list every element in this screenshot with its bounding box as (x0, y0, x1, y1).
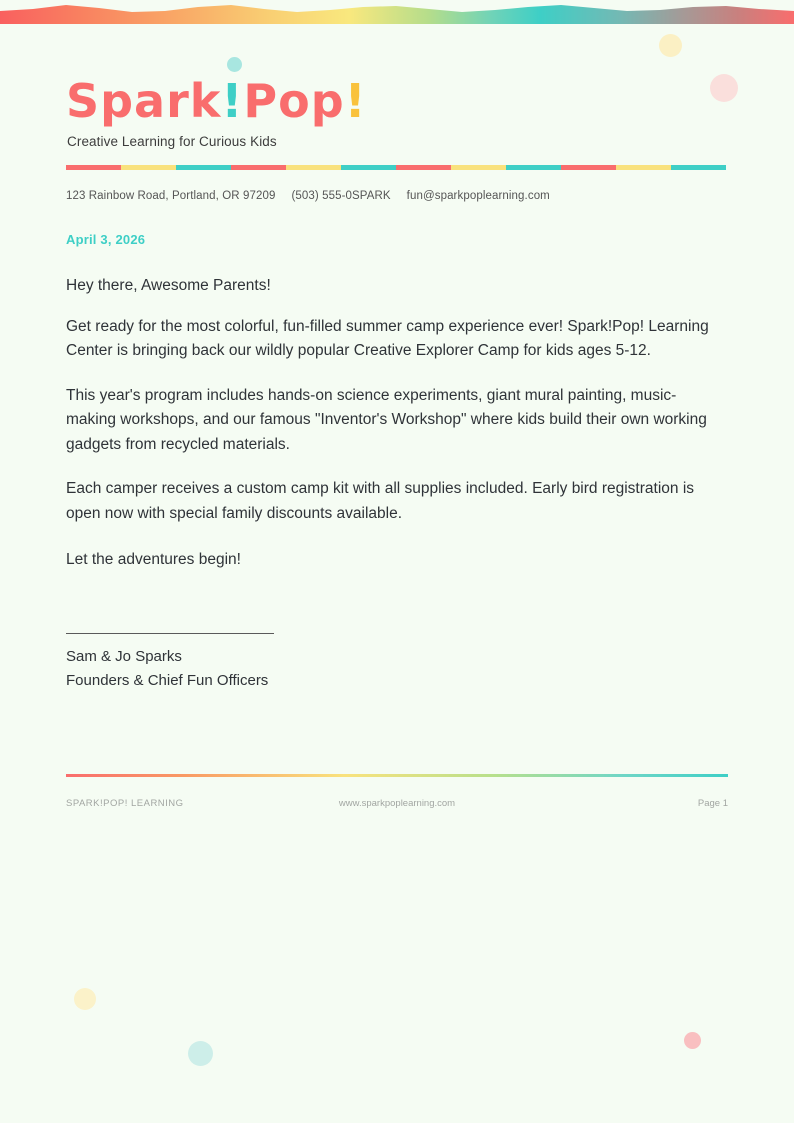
contact-address: 123 Rainbow Road, Portland, OR 97209 (66, 190, 276, 202)
segmented-rainbow-divider (66, 165, 726, 170)
divider-segment-yellow-2 (286, 165, 341, 170)
letter-paragraph-2: This year's program includes hands-on science experiments, giant mural painting, music-making workshops, and our famous "Inventor's Workshop" where kids build their own working gadgets from recycled materials. (66, 386, 707, 453)
footer-page-number: Page 1 (697, 798, 729, 809)
signer-title: Founders & Chief Fun Officers (66, 671, 269, 689)
signature-block (66, 633, 728, 693)
contact-phone: (503) 555-0SPARK (291, 190, 391, 202)
signature-line (66, 633, 274, 634)
company-logo (66, 74, 728, 128)
footer-company-name: SPARK!POP! LEARNING (66, 798, 184, 809)
letter-body (66, 232, 728, 693)
footer-row (66, 798, 728, 809)
divider-segment-yellow-3 (451, 165, 506, 170)
page-footer (66, 774, 728, 809)
divider-segment-red-4 (561, 165, 616, 170)
logo-text-pop: Pop (243, 74, 345, 128)
contact-email[interactable]: fun@sparkpoplearning.com (406, 190, 550, 202)
logo-exclamation-yellow: ! (344, 74, 367, 128)
divider-segment-red-2 (231, 165, 286, 170)
divider-segment-red-3 (396, 165, 451, 170)
divider-segment-yellow-1 (121, 165, 176, 170)
divider-segment-teal-1 (176, 165, 231, 170)
footer-website[interactable]: www.sparkpoplearning.com (338, 798, 456, 809)
letter-greeting: Hey there, Awesome Parents! (66, 277, 271, 294)
letter-paragraph-3: Each camper receives a custom camp kit with all supplies included. Early bird registration is open now with special family discounts available. (66, 480, 695, 522)
company-tagline: Creative Learning for Curious Kids (67, 134, 277, 149)
divider-segment-teal-3 (506, 165, 561, 170)
divider-segment-yellow-4 (616, 165, 671, 170)
logo-exclamation-teal: ! (221, 74, 244, 128)
footer-gradient-rule (66, 774, 728, 777)
letter-paragraph-1: Get ready for the most colorful, fun-filled summer camp experience ever! Spark!Pop! Learning Center is bringing back our wildly popular Creative Explorer Camp for kids ages 5-12. (66, 318, 709, 360)
divider-segment-teal-4 (671, 165, 726, 170)
divider-segment-red-1 (66, 165, 121, 170)
divider-segment-teal-2 (341, 165, 396, 170)
signer-name: Sam & Jo Sparks (66, 647, 182, 665)
logo-text-spark: Spark (66, 74, 222, 128)
contact-info-line (66, 190, 728, 202)
letterhead (66, 0, 728, 202)
letter-date: April 3, 2026 (66, 232, 146, 247)
letter-closing-line: Let the adventures begin! (66, 551, 241, 569)
